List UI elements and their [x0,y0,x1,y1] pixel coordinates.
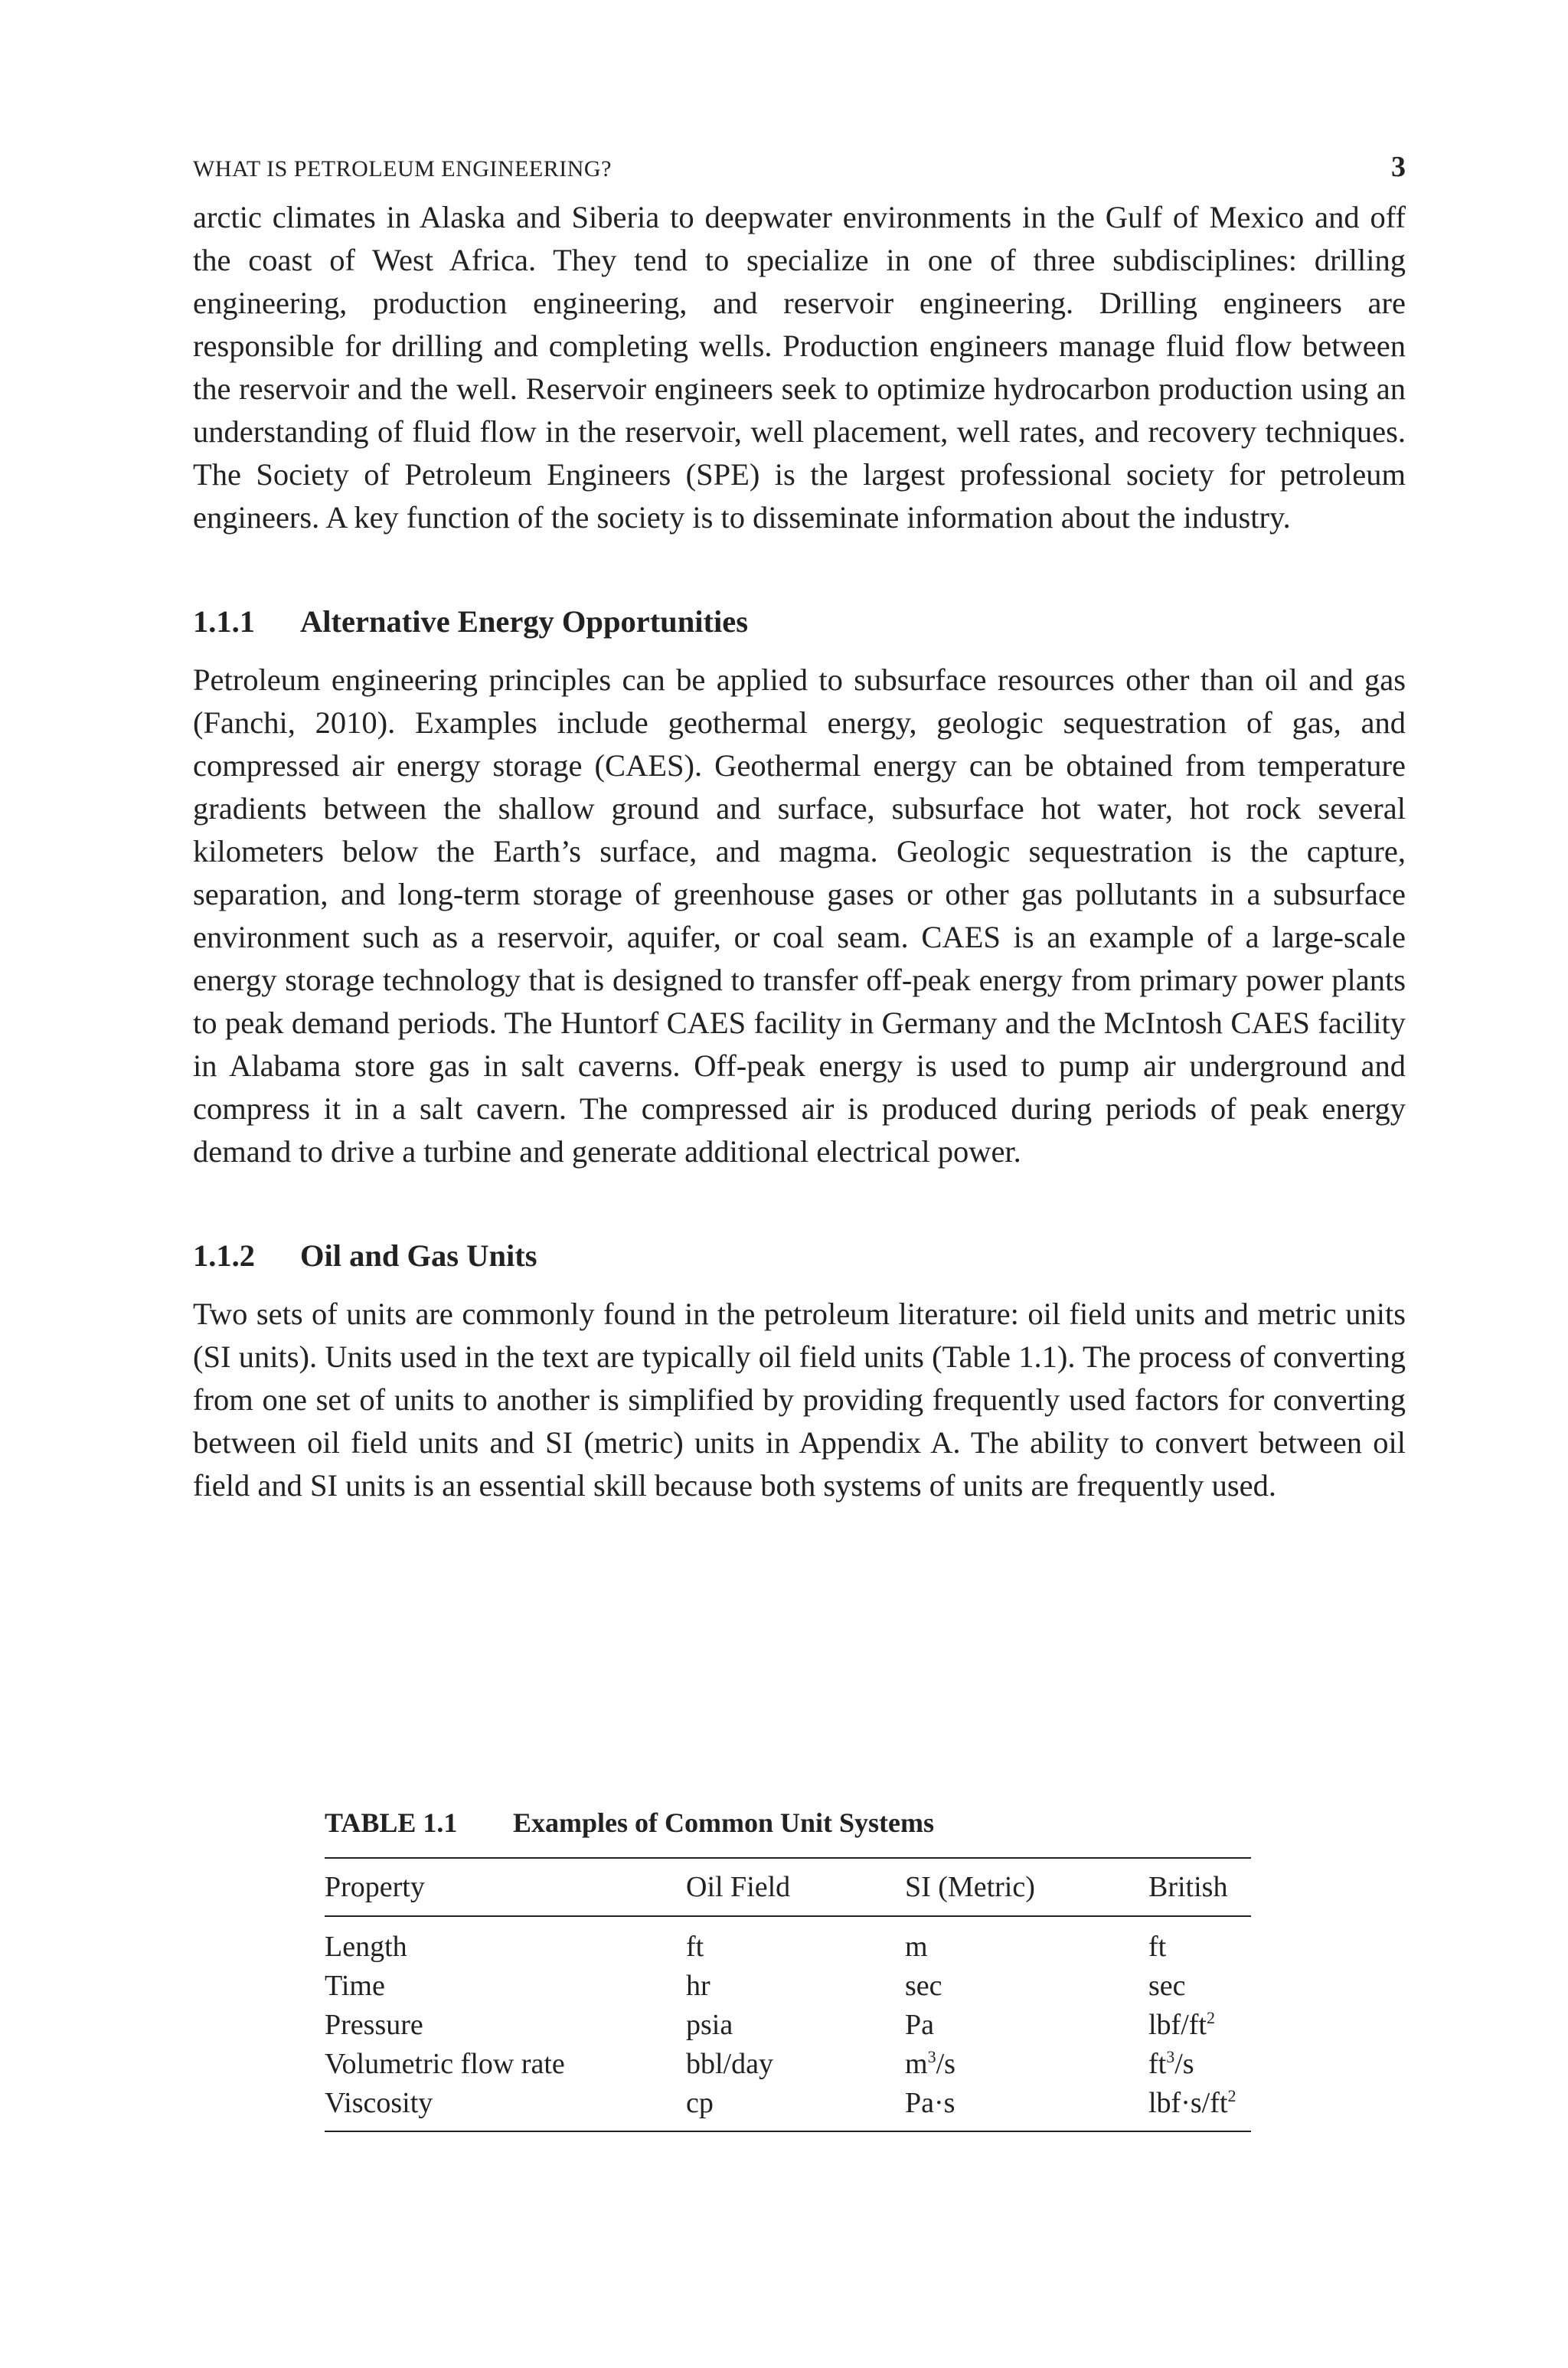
section-number: 1.1.2 [193,1238,255,1273]
section-title: Oil and Gas Units [300,1238,537,1273]
cell-oil-field: bbl/day [686,2048,773,2080]
cell-property: Pressure [325,2009,423,2041]
intro-paragraph: arctic climates in Alaska and Siberia to deepwater environments in the Gulf of Mexico and off the coast of West Africa. They tend to specialize in one of three subdisciplines: drilling engineering, production engineering, and reservoir engineering. Drilling engineers are responsible for drilling and completing wells. Production engineers manage fluid flow between the reservoir and the well. Reservoir engineers seek to optimize hydrocarbon production using an understanding of fluid flow in the reservoir, well placement, well rates, and recovery techniques. The Society of Petroleum Engineers (SPE) is the largest professional society for petroleum engineers. A key function of the society is to disseminate information about the industry. [193,200,1406,535]
header-si-metric: SI (Metric) [905,1858,1148,1916]
alternative-energy-paragraph: Petroleum engineering principles can be applied to subsurface resources other than oil and gas (Fanchi, 2010). Examples include geothermal energy, geologic sequestration of gas, and compressed air energy storage (CAES). Geothermal energy can be obtained from temperature gradients between the shallow ground and surface, subsurface hot water, hot rock several kilometers below the Earth’s surface, and magma. Geologic sequestration is the capture, separation, and long-term storage of greenhouse gases or other gas pollutants in a subsurface environment such as a reservoir, aquifer, or coal seam. CAES is an example of a large-scale energy storage technology that is designed to transfer off-peak energy from primary power plants to peak demand periods. The Huntorf CAES facility in Germany and the McIntosh CAES facility in Alabama store gas in salt caverns. Off-peak energy is used to pump air underground and compress it in a salt cavern. The compressed air is produced during periods of peak energy demand to drive a turbine and generate additional electrical power. [193,662,1406,1169]
units-paragraph: Two sets of units are commonly found in the petroleum literature: oil field units and metric units (SI units). Units used in the text are typically oil field units (Table 1.1). The process of converting from one set of units to another is simplified by providing frequently used factors for converting between oil field units and SI (metric) units in Appendix A. The ability to convert between oil field and SI units is an essential skill because both systems of units are frequently used. [193,1297,1406,1503]
table-number: TABLE 1.1 [325,1807,458,1838]
table-row [325,2045,1251,2084]
page-content [193,150,1406,1507]
section-title: Alternative Energy Opportunities [300,604,748,639]
cell-oil-field: cp [686,2084,905,2131]
cell-british: sec [1148,1970,1186,2002]
table-row [325,2006,1251,2045]
section-number: 1.1.1 [193,604,255,639]
table-row [325,1916,1251,1967]
cell-british: lbf/$ft^2$ [1148,2008,1215,2041]
header-oil-field: Oil Field [686,1858,905,1916]
section-heading-units [193,1235,1406,1277]
running-title: WHAT IS PETROLEUM ENGINEERING? [193,156,612,182]
table-title: Examples of Common Unit Systems [513,1807,935,1838]
cell-si: Pa [905,2009,934,2041]
units-table [325,1857,1251,2132]
table-block [325,1804,1251,2132]
cell-property: Time [325,1970,385,2002]
header-british: British [1148,1858,1251,1916]
cell-property: Volumetric flow rate [325,2048,565,2080]
header-property: Property [325,1858,686,1916]
cell-si: $m^3/s$ [905,2047,956,2080]
cell-si: m [905,1931,928,1963]
cell-property: Length [325,1931,407,1963]
cell-si: sec [905,1970,942,2002]
table-header-row [325,1858,1251,1916]
table-row [325,2084,1251,2131]
cell-british: $ft^3/s$ [1148,2047,1194,2080]
cell-british: $lbf\cdot s/ft^2$ [1148,2084,1251,2131]
page-number: 3 [1391,151,1406,183]
cell-si: Pa·s [905,2084,1148,2131]
running-head [193,150,1406,196]
cell-oil-field: ft [686,1931,704,1963]
table-row [325,1967,1251,2006]
cell-british: ft [1148,1931,1167,1963]
cell-oil-field: hr [686,1970,710,2002]
section-heading-alternative-energy [193,600,1406,643]
cell-property: Viscosity [325,2084,686,2131]
table-caption [325,1804,1251,1842]
cell-oil-field: psia [686,2009,733,2041]
